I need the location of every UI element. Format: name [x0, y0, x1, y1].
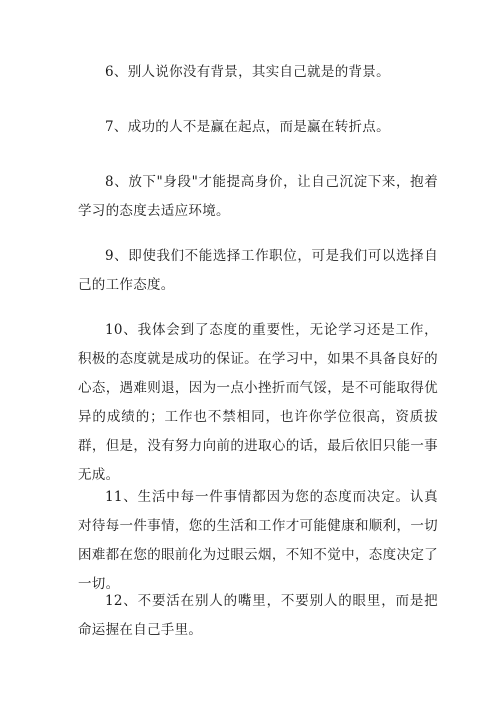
paragraph-9: 9、即使我们不能选择工作职位，可是我们可以选择自己的工作态度。 [78, 248, 438, 293]
paragraph-12: 12、不要活在别人的嘴里，不要别人的眼里，而是把命运握在自己手里。 [78, 593, 438, 638]
paragraph-10: 10、我体会到了态度的重要性，无论学习还是工作，积极的态度就是成功的保证。在学习中，如果不具备良好的心态，遇难则退，因为一点小挫折而气馁，是不可能取得优异的成绩的；工作也不禁相同，也许你学位很高，资质拔群，但是，没有努力向前的进取心的话，最后依旧只能一事无成。 [78, 322, 438, 483]
paragraph-11: 11、生活中每一件事情都因为您的态度而决定。认真对待每一件事情，您的生活和工作才可能健康和顺利，一切困难都在您的眼前化为过眼云烟，不知不觉中，态度决定了一切。 [78, 489, 438, 592]
paragraph-8: 8、放下"身段"才能提高身价，让自己沉淀下来，抱着学习的态度去适应环境。 [78, 174, 438, 219]
paragraph-6: 6、别人说你没有背景，其实自己就是的背景。 [105, 64, 390, 80]
paragraph-7: 7、成功的人不是赢在起点，而是赢在转折点。 [105, 119, 390, 135]
